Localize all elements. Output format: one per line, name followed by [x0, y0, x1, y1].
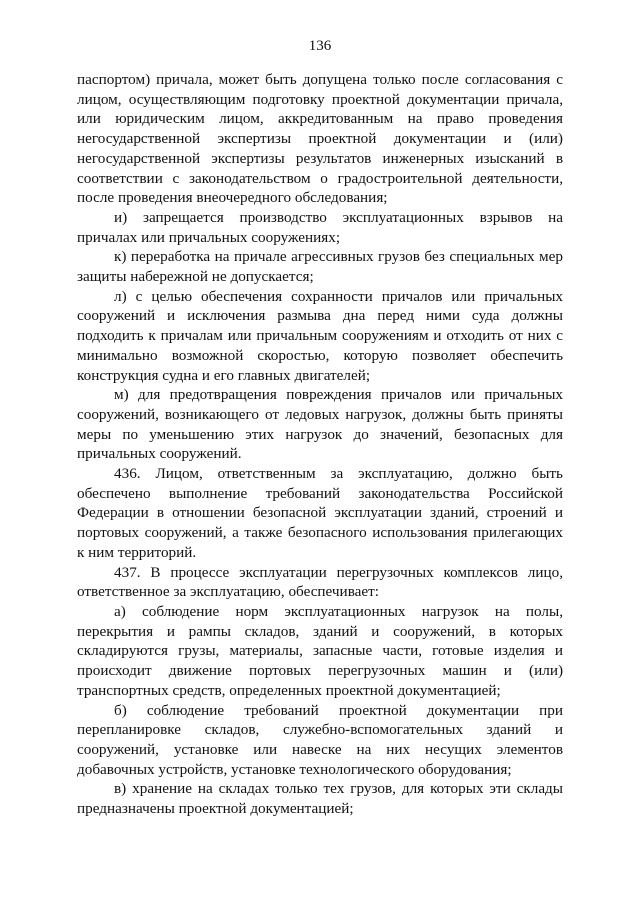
paragraph-436: 436. Лицом, ответственным за эксплуатацию, должно быть обеспечено выполнение требований законодательства Российской Федерации в отношении безопасной эксплуатации зданий, строений и портовых сооружений, а также безопасного использования прилегающих к ним территорий. — [77, 465, 563, 561]
page-number: 136 — [308, 38, 332, 54]
document-body — [77, 70, 563, 819]
paragraph-continuation: паспортом) причала, может быть допущена только после согласования с лицом, осуществляющим подготовку проектной документации причала, или юридическим лицом, аккредитованным на право проведения негосударственной экспертизы проектной документации и (или) негосударственной экспертизы результатов инженерных изысканий в соответствии с законодательством о градостроительной деятельности, после проведения внеочередного обследования; — [77, 71, 563, 207]
paragraph-437: 437. В процессе эксплуатации перегрузочных комплексов лицо, ответственное за эксплуатацию, обеспечивает: — [77, 563, 563, 601]
paragraph-item-i: и) запрещается производство эксплуатационных взрывов на причалах или причальных сооружениях; — [77, 208, 563, 246]
paragraph-item-v: в) хранение на складах только тех грузов, для которых эти склады предназначены проектной документацией; — [77, 780, 563, 818]
paragraph-item-l: л) с целью обеспечения сохранности причалов или причальных сооружений и исключения размыва дна перед ними суда должны подходить к причалам или причальным сооружениям и отходить от них с минимально возможной скоростью, которую позволяет обеспечить конструкция судна и его главных двигателей; — [77, 287, 563, 384]
paragraph-item-a: а) соблюдение норм эксплуатационных нагрузок на полы, перекрытия и рампы складов, зданий и сооружений, в которых складируются грузы, материалы, запасные части, готовые изделия и происходит движение портовых перегрузочных машин и (или) транспортных средств, определенных проектной документацией; — [77, 602, 563, 699]
paragraph-item-k: к) переработка на причале агрессивных грузов без специальных мер защиты набережной не допускается; — [77, 248, 563, 286]
paragraph-item-b: б) соблюдение требований проектной документации при перепланировке складов, служебно-вспомогательных зданий и сооружений, установке или навеске на них несущих элементов добавочных устройств, установке технологического оборудования; — [77, 701, 563, 778]
paragraph-item-m: м) для предотвращения повреждения причалов или причальных сооружений, возникающего от ледовых нагрузок, должны быть приняты меры по уменьшению этих нагрузок до значений, безопасных для причальных сооружений. — [77, 386, 563, 463]
